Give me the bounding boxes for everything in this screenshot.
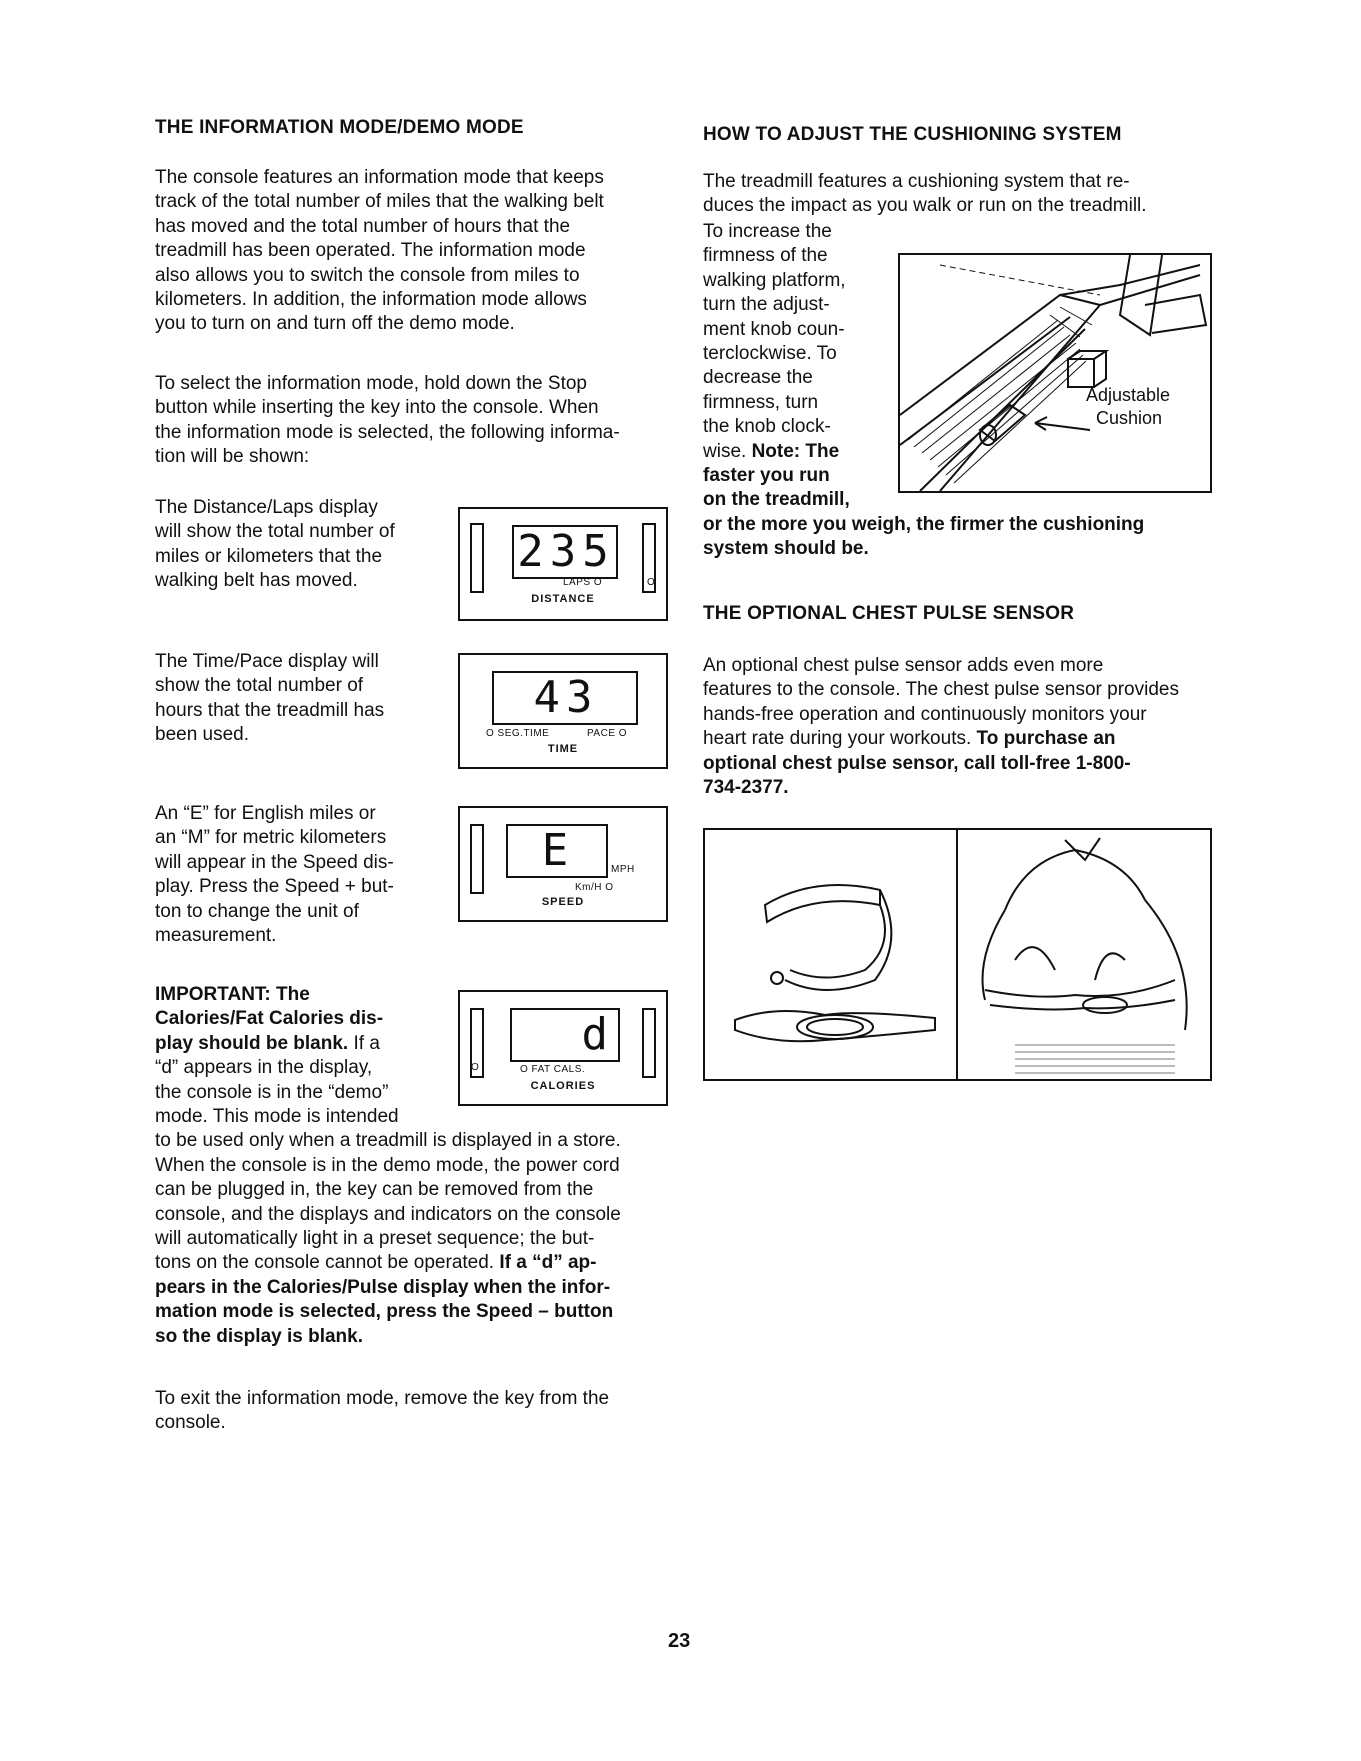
text-line: An optional chest pulse sensor adds even more bbox=[703, 655, 1104, 676]
text-line: walking belt has moved. bbox=[155, 570, 358, 592]
text-line: firmness of the bbox=[703, 245, 828, 267]
text-line bbox=[703, 727, 1179, 751]
text-line: walking platform, bbox=[703, 269, 846, 291]
text-span: play should be blank. bbox=[155, 1032, 349, 1054]
calories-caption: CALORIES bbox=[530, 1080, 596, 1092]
speed-display bbox=[458, 806, 668, 922]
display-window bbox=[492, 671, 638, 725]
text-span: tons on the console cannot be operated. bbox=[155, 1252, 500, 1274]
treadmill-cushion-illustration bbox=[900, 255, 1210, 491]
text-line: the console is in the “demo” bbox=[155, 1081, 389, 1103]
fat-cals-indicator: O FAT CALS. bbox=[520, 1064, 586, 1075]
display-window bbox=[506, 824, 608, 878]
text-line: button while inserting the key into the console. When bbox=[155, 397, 599, 419]
text-line: miles or kilometers that the bbox=[155, 545, 383, 567]
chest-sensor-figure bbox=[703, 828, 1212, 1081]
text-span: To purchase an bbox=[976, 728, 1116, 750]
text-line: on the treadmill, bbox=[703, 489, 850, 511]
info-mode-heading: THE INFORMATION MODE/DEMO MODE bbox=[155, 117, 524, 138]
cushion-heading: HOW TO ADJUST THE CUSHIONING SYSTEM bbox=[703, 124, 1122, 145]
text-line: track of the total number of miles that the walking belt bbox=[155, 191, 604, 213]
text-line: been used. bbox=[155, 724, 250, 746]
text-line: decrease the bbox=[703, 367, 813, 389]
text-span: If a bbox=[348, 1032, 380, 1054]
text-line: hands-free operation and continuously monitors your bbox=[703, 703, 1147, 725]
text-line: The console features an information mode that keeps bbox=[155, 167, 604, 188]
time-caption: TIME bbox=[547, 743, 579, 755]
text-line: ment knob coun- bbox=[703, 318, 845, 340]
text-span: Note: The bbox=[751, 440, 840, 462]
speed-caption: SPEED bbox=[541, 896, 585, 908]
indicator-light: O bbox=[647, 577, 656, 588]
text-line: “d” appears in the display, bbox=[155, 1057, 373, 1079]
text-line: show the total number of bbox=[155, 675, 364, 697]
pace-indicator: PACE O bbox=[587, 728, 628, 739]
text-line: play. Press the Speed + but- bbox=[155, 876, 394, 898]
text-span: If a “d” ap- bbox=[499, 1252, 597, 1274]
calories-value: d bbox=[581, 1009, 614, 1060]
distance-caption: DISTANCE bbox=[531, 593, 595, 605]
text-line: The treadmill features a cushioning system that re- bbox=[703, 171, 1130, 192]
cushion-label: Cushion bbox=[1096, 408, 1163, 428]
text-line: features to the console. The chest pulse sensor provides bbox=[703, 679, 1179, 701]
text-line: the knob clock- bbox=[703, 416, 831, 438]
text-line: faster you run bbox=[703, 465, 830, 487]
text-span: heart rate during your workouts. bbox=[703, 728, 977, 750]
time-display bbox=[458, 653, 668, 769]
text-line: treadmill has been operated. The information mode bbox=[155, 240, 586, 262]
chest-sensor-heading: THE OPTIONAL CHEST PULSE SENSOR bbox=[703, 603, 1075, 624]
text-line: duces the impact as you walk or run on the treadmill. bbox=[703, 195, 1147, 217]
text-line: firmness, turn bbox=[703, 391, 819, 413]
display-bracket bbox=[470, 824, 484, 894]
text-line: ton to change the unit of bbox=[155, 900, 359, 922]
text-line: Calories/Fat Calories dis- bbox=[155, 1008, 384, 1030]
distance-paragraph bbox=[155, 496, 395, 594]
mph-indicator: MPH bbox=[611, 864, 635, 875]
chest-sensor-paragraph bbox=[703, 654, 1179, 800]
calories-display bbox=[458, 990, 668, 1106]
text-line: will show the total number of bbox=[155, 521, 395, 543]
adjustable-label: Adjustable bbox=[1086, 385, 1171, 405]
text-line: optional chest pulse sensor, call toll-free 1-800- bbox=[703, 752, 1131, 774]
text-line: IMPORTANT: The bbox=[155, 984, 310, 1005]
select-info-paragraph bbox=[155, 372, 620, 470]
speed-paragraph bbox=[155, 802, 394, 948]
kmh-indicator: Km/H O bbox=[575, 882, 614, 893]
text-line: console. bbox=[155, 1412, 226, 1434]
display-window bbox=[510, 1008, 620, 1062]
text-line: so the display is blank. bbox=[155, 1325, 364, 1347]
text-line: To increase the bbox=[703, 221, 832, 242]
text-span: wise. bbox=[703, 440, 752, 462]
seg-time-indicator: O SEG.TIME bbox=[486, 728, 550, 739]
text-line: you to turn on and turn off the demo mode. bbox=[155, 313, 515, 335]
text-line: When the console is in the demo mode, the power cord bbox=[155, 1154, 620, 1176]
text-line: measurement. bbox=[155, 925, 277, 947]
text-line: can be plugged in, the key can be removed from the bbox=[155, 1179, 594, 1201]
text-line: will automatically light in a preset sequence; the but- bbox=[155, 1228, 595, 1250]
time-value: 43 bbox=[533, 672, 599, 723]
text-line: system should be. bbox=[703, 538, 869, 560]
text-line: has moved and the total number of hours that the bbox=[155, 215, 571, 237]
text-line: to be used only when a treadmill is displayed in a store. bbox=[155, 1130, 621, 1152]
info-mode-intro bbox=[155, 166, 604, 337]
text-line: 734-2377. bbox=[703, 777, 789, 799]
text-line: To exit the information mode, remove the key from the bbox=[155, 1388, 610, 1409]
text-line: pears in the Calories/Pulse display when the infor- bbox=[155, 1276, 611, 1298]
text-line: the information mode is selected, the following informa- bbox=[155, 421, 620, 443]
chest-strap-illustration bbox=[705, 830, 1210, 1079]
speed-value: E bbox=[541, 825, 575, 876]
cushion-figure bbox=[898, 253, 1212, 493]
text-line bbox=[155, 1251, 621, 1275]
text-line: The Distance/Laps display bbox=[155, 497, 378, 518]
text-line: turn the adjust- bbox=[703, 294, 830, 316]
text-line: or the more you weigh, the firmer the cushioning bbox=[703, 513, 1145, 535]
distance-display bbox=[458, 507, 668, 621]
text-line: An “E” for English miles or bbox=[155, 803, 376, 824]
text-line: To select the information mode, hold down the Stop bbox=[155, 373, 587, 394]
laps-indicator: LAPS O bbox=[563, 577, 603, 588]
text-line: hours that the treadmill has bbox=[155, 699, 385, 721]
display-bracket bbox=[642, 1008, 656, 1078]
text-line: terclockwise. To bbox=[703, 343, 837, 365]
text-line: an “M” for metric kilometers bbox=[155, 827, 387, 849]
text-line: tion will be shown: bbox=[155, 446, 310, 468]
time-paragraph bbox=[155, 650, 384, 748]
text-line: also allows you to switch the console from miles to bbox=[155, 264, 580, 286]
indicator-light: O bbox=[471, 1062, 480, 1073]
text-line: mode. This mode is intended bbox=[155, 1106, 399, 1128]
page-number: 23 bbox=[668, 1630, 691, 1652]
text-line: The Time/Pace display will bbox=[155, 651, 379, 672]
text-line: kilometers. In addition, the information mode allows bbox=[155, 289, 587, 311]
exit-paragraph bbox=[155, 1387, 609, 1436]
text-line: console, and the displays and indicators on the console bbox=[155, 1203, 621, 1225]
display-window bbox=[512, 525, 618, 579]
text-line: will appear in the Speed dis- bbox=[155, 851, 394, 873]
display-bracket bbox=[470, 523, 484, 593]
cushion-paragraph-top bbox=[703, 170, 1147, 219]
distance-value: 235 bbox=[517, 526, 615, 577]
text-line: mation mode is selected, press the Speed – button bbox=[155, 1301, 614, 1323]
